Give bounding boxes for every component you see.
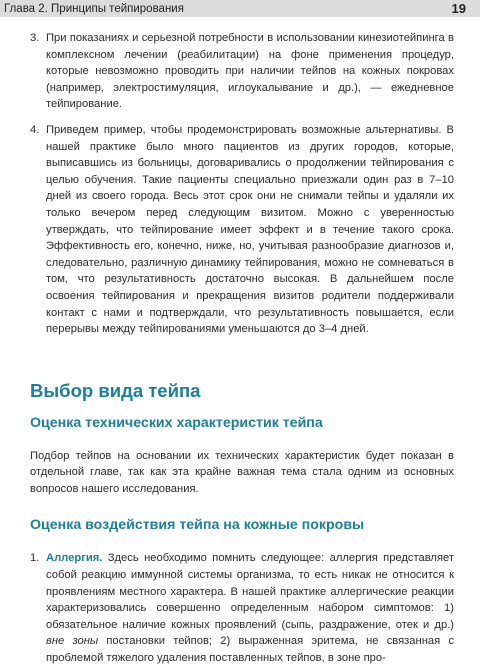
page-number: 19: [451, 1, 466, 16]
emphasis: вне зоны: [46, 635, 99, 648]
section-heading: Выбор вида тейпа: [30, 379, 201, 401]
text-part: постановки тейпов; 2) выраженная эритема, не связанная с проблемой тяжелого удаления поставленных тейпов, в зоне про-: [46, 635, 454, 665]
term-allergy: Аллергия.: [46, 552, 103, 565]
page-header: [0, 0, 480, 17]
list-item: [30, 122, 454, 338]
list-item-number: 1.: [30, 552, 40, 565]
list-item-text: Приведем пример, чтобы продемонстрировать возможные альтернативы. В нашей практике было много пациентов из других городов, которые, выписавшись из больницы, договаривались о продолжении тейпирования с целью обучения. Такие пациенты специально приезжали один раз в 7–10 дней из своего города. Весь этот срок они не снимали тейпы и удаляли их только вечером перед следующим визитом. Можно с уверенностью утверждать, что тейпирование имеет эффект и в течение такого срока. Эффективность его, конечно, ниже, но, учитывая разнообразие диагнозов и, следовательно, различную динамику тейпирования, можно не сомневаться в том, что результативность достаточно высокая. В дальнейшем после освоения тейпирования и прекращения визитов родители поддерживали контакт с нами и подтверждали, что результативность повышается, если перерывы между тейпированиями уменьшаются до 3–4 дней.: [46, 123, 454, 336]
list-item-number: 3.: [30, 32, 40, 44]
text-part: Здесь необходимо помнить следующее: аллергия представляет собой реакцию иммунной системы организма, то есть никак не относится к проявлениям местного характера. В нашей практике аллергические реакции характеризовались совершенно определенным набором симптомов: 1) обязательное наличие кожных проявлений (сыпь, раздражение, отек и др.): [46, 552, 454, 631]
subsection-heading: Оценка воздействия тейпа на кожные покровы: [30, 517, 365, 534]
subsection-heading: Оценка технических характеристик тейпа: [30, 414, 323, 431]
list-item-text: [46, 550, 454, 666]
list-item: [30, 550, 454, 666]
list-item: [30, 30, 454, 113]
list-item-text: При показаниях и серьезной потребности в использовании кинезиотейпинга в комплексном лечении (реабилитации) на фоне применения процедур, которые невозможно проводить при наличии тейпов на кожных покровах (например, электростимуляция, иглоукалывание и др.), — ежедневное тейпирование.: [46, 32, 454, 111]
chapter-title: Глава 2. Принципы тейпирования: [4, 2, 184, 15]
page-content: [30, 30, 454, 667]
list-item-number: 4.: [30, 123, 40, 136]
paragraph: Подбор тейпов на основании их технических характеристик будет показан в отдельной главе, так как эта крайне важная тема стала одним из основных вопросов нашего исследования.: [30, 449, 454, 495]
